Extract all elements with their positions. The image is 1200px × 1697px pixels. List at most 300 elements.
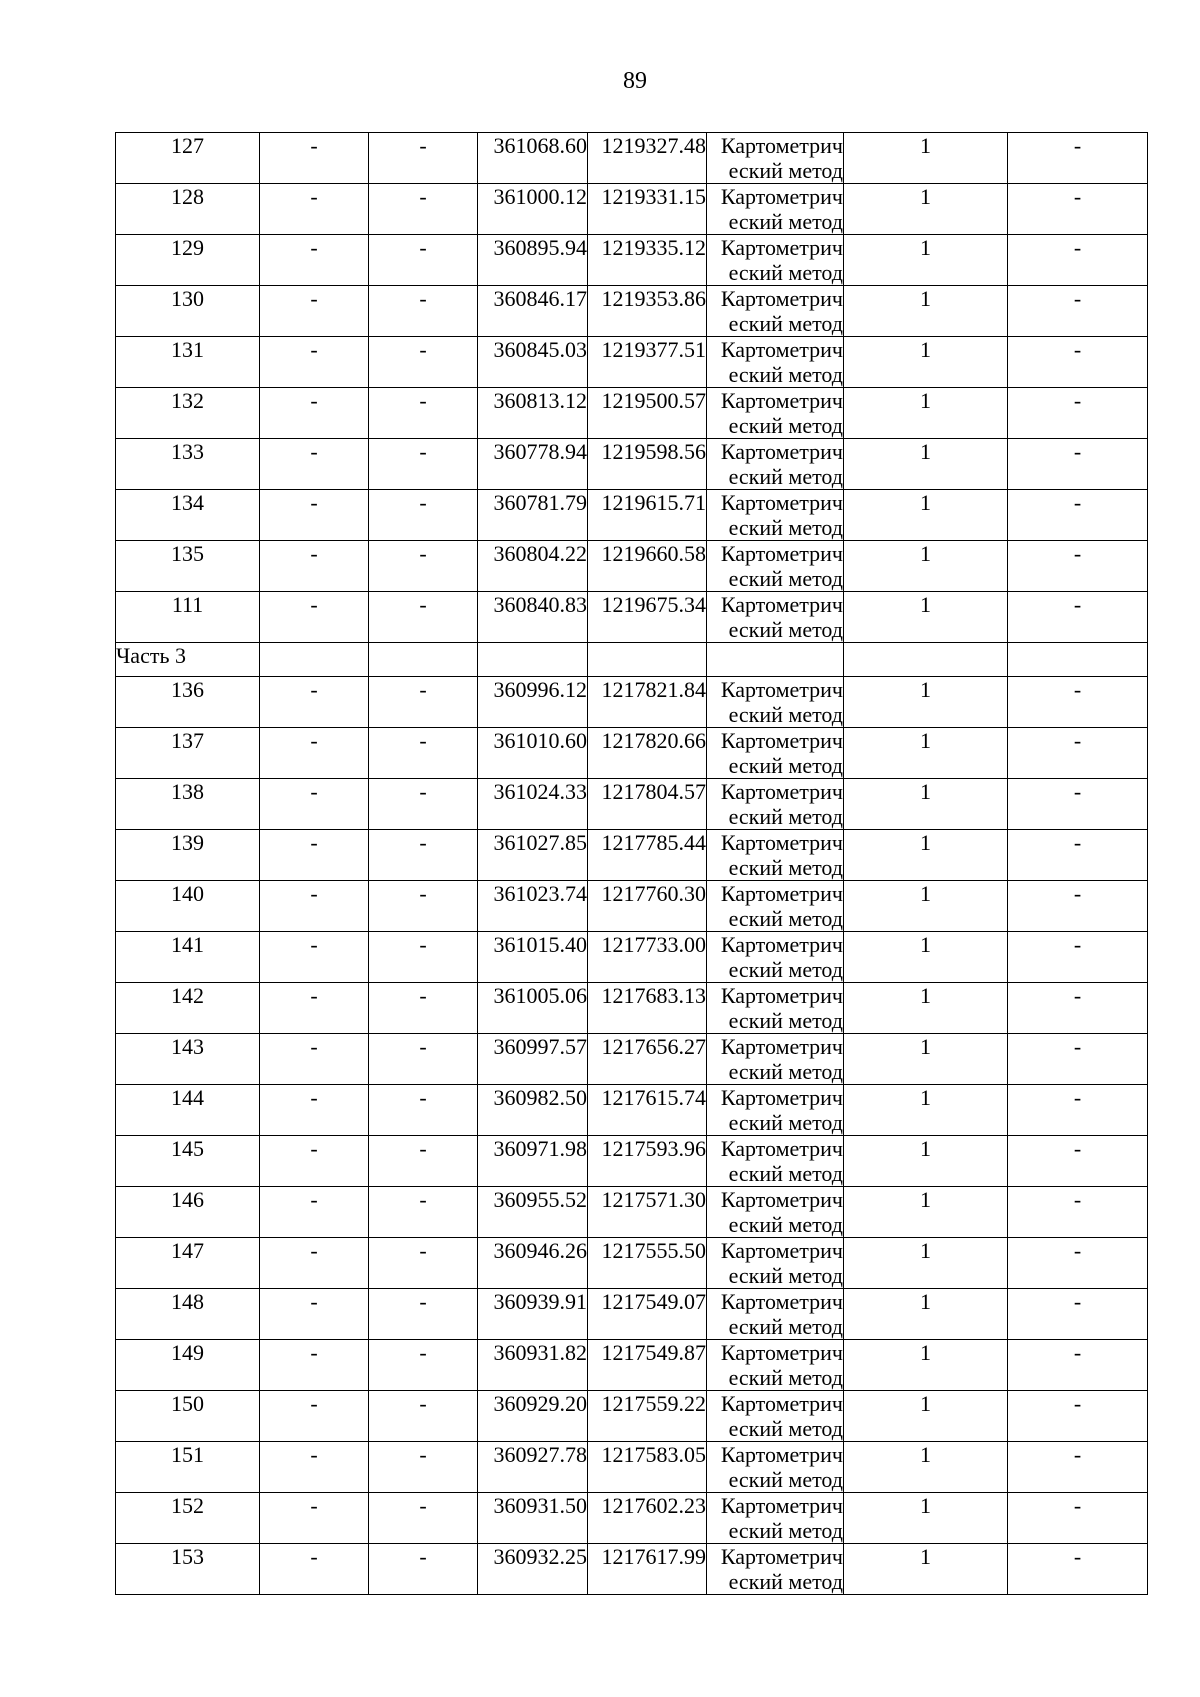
cell-dash-last: - <box>1008 1340 1148 1391</box>
cell-dash-2: - <box>369 830 478 881</box>
cell-dash-1: - <box>260 1442 369 1493</box>
cell-dash-1: - <box>260 1340 369 1391</box>
cell-empty <box>844 643 1008 677</box>
accuracy: 1 <box>844 1187 1008 1238</box>
cell-dash-2: - <box>369 1289 478 1340</box>
cell-dash-1: - <box>260 235 369 286</box>
coordinate-y: 1217683.13 <box>588 983 707 1034</box>
table-row <box>116 184 1148 235</box>
accuracy: 1 <box>844 1391 1008 1442</box>
method <box>707 490 844 541</box>
method <box>707 388 844 439</box>
coordinate-y: 1217571.30 <box>588 1187 707 1238</box>
table-row <box>116 983 1148 1034</box>
cell-dash-last: - <box>1008 1085 1148 1136</box>
cell-dash-1: - <box>260 1034 369 1085</box>
coordinate-x: 360845.03 <box>478 337 588 388</box>
table-row <box>116 932 1148 983</box>
method-line-2: еский метод <box>728 464 843 489</box>
method-line-1: Картометрич <box>720 184 843 209</box>
point-number: 135 <box>116 541 260 592</box>
coordinates-table <box>115 132 1148 1595</box>
cell-dash-2: - <box>369 235 478 286</box>
method <box>707 1493 844 1544</box>
method-line-2: еский метод <box>728 1161 843 1186</box>
method <box>707 592 844 643</box>
coordinates-table-body <box>116 133 1148 1595</box>
method-line-1: Картометрич <box>720 133 843 158</box>
cell-dash-1: - <box>260 779 369 830</box>
coordinate-y: 1217555.50 <box>588 1238 707 1289</box>
method <box>707 728 844 779</box>
coordinate-y: 1219327.48 <box>588 133 707 184</box>
coordinate-y: 1217617.99 <box>588 1544 707 1595</box>
coordinate-y: 1219675.34 <box>588 592 707 643</box>
cell-dash-1: - <box>260 439 369 490</box>
cell-dash-1: - <box>260 184 369 235</box>
accuracy: 1 <box>844 286 1008 337</box>
method-line-2: еский метод <box>728 855 843 880</box>
coordinate-x: 361010.60 <box>478 728 588 779</box>
method-line-1: Картометрич <box>720 881 843 906</box>
table-row <box>116 1085 1148 1136</box>
coordinate-x: 360931.82 <box>478 1340 588 1391</box>
table-row <box>116 1442 1148 1493</box>
method-line-1: Картометрич <box>720 1034 843 1059</box>
accuracy: 1 <box>844 337 1008 388</box>
point-number: 133 <box>116 439 260 490</box>
coordinate-x: 360781.79 <box>478 490 588 541</box>
table-row <box>116 1544 1148 1595</box>
coordinate-y: 1219335.12 <box>588 235 707 286</box>
cell-dash-2: - <box>369 1034 478 1085</box>
accuracy: 1 <box>844 983 1008 1034</box>
method-line-1: Картометрич <box>720 490 843 515</box>
cell-dash-last: - <box>1008 1289 1148 1340</box>
method-line-2: еский метод <box>728 1467 843 1492</box>
coordinate-x: 360895.94 <box>478 235 588 286</box>
method-line-1: Картометрич <box>720 1493 843 1518</box>
method-line-2: еский метод <box>728 1314 843 1339</box>
cell-dash-2: - <box>369 286 478 337</box>
cell-dash-2: - <box>369 388 478 439</box>
method-line-1: Картометрич <box>720 1340 843 1365</box>
cell-dash-2: - <box>369 490 478 541</box>
cell-dash-2: - <box>369 1085 478 1136</box>
table-row <box>116 830 1148 881</box>
method-line-2: еский метод <box>728 617 843 642</box>
coordinate-y: 1217733.00 <box>588 932 707 983</box>
method-line-2: еский метод <box>728 906 843 931</box>
method-line-1: Картометрич <box>720 1238 843 1263</box>
accuracy: 1 <box>844 184 1008 235</box>
cell-empty <box>707 643 844 677</box>
coordinate-x: 360955.52 <box>478 1187 588 1238</box>
cell-dash-last: - <box>1008 1187 1148 1238</box>
coordinate-y: 1219331.15 <box>588 184 707 235</box>
table-row <box>116 337 1148 388</box>
method-line-2: еский метод <box>728 1569 843 1594</box>
coordinate-y: 1219353.86 <box>588 286 707 337</box>
method <box>707 1442 844 1493</box>
cell-dash-last: - <box>1008 1238 1148 1289</box>
coordinate-x: 360996.12 <box>478 677 588 728</box>
point-number: 129 <box>116 235 260 286</box>
cell-dash-2: - <box>369 728 478 779</box>
cell-dash-last: - <box>1008 1136 1148 1187</box>
cell-dash-1: - <box>260 1187 369 1238</box>
method-line-1: Картометрич <box>720 439 843 464</box>
accuracy: 1 <box>844 932 1008 983</box>
table-row <box>116 1391 1148 1442</box>
coordinate-y: 1217760.30 <box>588 881 707 932</box>
coordinate-y: 1217602.23 <box>588 1493 707 1544</box>
method-line-2: еский метод <box>728 362 843 387</box>
method-line-1: Картометрич <box>720 1544 843 1569</box>
accuracy: 1 <box>844 1544 1008 1595</box>
accuracy: 1 <box>844 388 1008 439</box>
table-row <box>116 133 1148 184</box>
table-row <box>116 1289 1148 1340</box>
cell-dash-2: - <box>369 1238 478 1289</box>
method-line-1: Картометрич <box>720 1136 843 1161</box>
cell-empty <box>588 643 707 677</box>
table-row <box>116 388 1148 439</box>
cell-dash-1: - <box>260 983 369 1034</box>
point-number: 142 <box>116 983 260 1034</box>
method-line-2: еский метод <box>728 1416 843 1441</box>
coordinate-x: 360813.12 <box>478 388 588 439</box>
table-row <box>116 1136 1148 1187</box>
cell-dash-1: - <box>260 286 369 337</box>
cell-dash-2: - <box>369 1544 478 1595</box>
method-line-2: еский метод <box>728 311 843 336</box>
coordinate-y: 1219615.71 <box>588 490 707 541</box>
cell-dash-1: - <box>260 490 369 541</box>
cell-dash-last: - <box>1008 932 1148 983</box>
cell-dash-last: - <box>1008 1391 1148 1442</box>
cell-dash-last: - <box>1008 677 1148 728</box>
coordinate-x: 360846.17 <box>478 286 588 337</box>
method-line-1: Картометрич <box>720 1391 843 1416</box>
coordinate-x: 361027.85 <box>478 830 588 881</box>
method-line-1: Картометрич <box>720 677 843 702</box>
method <box>707 439 844 490</box>
cell-dash-last: - <box>1008 592 1148 643</box>
method-line-1: Картометрич <box>720 337 843 362</box>
method-line-1: Картометрич <box>720 1085 843 1110</box>
cell-empty <box>369 643 478 677</box>
cell-dash-1: - <box>260 337 369 388</box>
method-line-1: Картометрич <box>720 830 843 855</box>
method <box>707 677 844 728</box>
cell-dash-2: - <box>369 541 478 592</box>
method <box>707 133 844 184</box>
accuracy: 1 <box>844 541 1008 592</box>
cell-empty <box>1008 643 1148 677</box>
method-line-2: еский метод <box>728 566 843 591</box>
cell-dash-last: - <box>1008 184 1148 235</box>
accuracy: 1 <box>844 1340 1008 1391</box>
accuracy: 1 <box>844 1442 1008 1493</box>
cell-dash-1: - <box>260 1544 369 1595</box>
cell-dash-1: - <box>260 1493 369 1544</box>
cell-dash-last: - <box>1008 830 1148 881</box>
method-line-2: еский метод <box>728 1365 843 1390</box>
method-line-2: еский метод <box>728 957 843 982</box>
point-number: 151 <box>116 1442 260 1493</box>
accuracy: 1 <box>844 1034 1008 1085</box>
coordinate-x: 361068.60 <box>478 133 588 184</box>
cell-dash-1: - <box>260 592 369 643</box>
coordinate-x: 360982.50 <box>478 1085 588 1136</box>
cell-dash-1: - <box>260 541 369 592</box>
coordinate-x: 360804.22 <box>478 541 588 592</box>
cell-dash-1: - <box>260 830 369 881</box>
cell-dash-2: - <box>369 133 478 184</box>
point-number: 143 <box>116 1034 260 1085</box>
coordinate-x: 360946.26 <box>478 1238 588 1289</box>
method <box>707 1085 844 1136</box>
cell-dash-1: - <box>260 932 369 983</box>
method-line-1: Картометрич <box>720 388 843 413</box>
coordinate-y: 1219660.58 <box>588 541 707 592</box>
method <box>707 881 844 932</box>
method <box>707 1238 844 1289</box>
method-line-1: Картометрич <box>720 1442 843 1467</box>
cell-dash-2: - <box>369 881 478 932</box>
cell-dash-last: - <box>1008 337 1148 388</box>
point-number: 128 <box>116 184 260 235</box>
coordinate-x: 360932.25 <box>478 1544 588 1595</box>
part-label: Часть 3 <box>116 643 260 677</box>
method <box>707 286 844 337</box>
cell-dash-1: - <box>260 728 369 779</box>
table-row <box>116 677 1148 728</box>
table-row <box>116 439 1148 490</box>
coordinate-x: 360927.78 <box>478 1442 588 1493</box>
accuracy: 1 <box>844 490 1008 541</box>
accuracy: 1 <box>844 235 1008 286</box>
accuracy: 1 <box>844 779 1008 830</box>
point-number: 146 <box>116 1187 260 1238</box>
cell-dash-2: - <box>369 1391 478 1442</box>
page-number: 89 <box>623 68 647 94</box>
method <box>707 184 844 235</box>
table-row <box>116 779 1148 830</box>
cell-dash-1: - <box>260 677 369 728</box>
cell-dash-last: - <box>1008 1544 1148 1595</box>
table-row <box>116 490 1148 541</box>
cell-dash-2: - <box>369 983 478 1034</box>
point-number: 130 <box>116 286 260 337</box>
coordinate-x: 361000.12 <box>478 184 588 235</box>
point-number: 127 <box>116 133 260 184</box>
point-number: 147 <box>116 1238 260 1289</box>
cell-dash-last: - <box>1008 881 1148 932</box>
method <box>707 541 844 592</box>
cell-dash-last: - <box>1008 1493 1148 1544</box>
cell-dash-1: - <box>260 388 369 439</box>
coordinate-x: 360939.91 <box>478 1289 588 1340</box>
coordinate-y: 1217549.07 <box>588 1289 707 1340</box>
part-header-row <box>116 643 1148 677</box>
table-row <box>116 881 1148 932</box>
cell-dash-2: - <box>369 677 478 728</box>
method <box>707 932 844 983</box>
coordinate-y: 1217615.74 <box>588 1085 707 1136</box>
table-row <box>116 1034 1148 1085</box>
cell-dash-2: - <box>369 337 478 388</box>
cell-dash-last: - <box>1008 133 1148 184</box>
point-number: 136 <box>116 677 260 728</box>
table-row <box>116 1340 1148 1391</box>
method <box>707 779 844 830</box>
method-line-2: еский метод <box>728 1263 843 1288</box>
point-number: 144 <box>116 1085 260 1136</box>
table-row <box>116 1238 1148 1289</box>
point-number: 140 <box>116 881 260 932</box>
cell-dash-2: - <box>369 1340 478 1391</box>
cell-dash-2: - <box>369 1187 478 1238</box>
coordinate-y: 1217583.05 <box>588 1442 707 1493</box>
point-number: 148 <box>116 1289 260 1340</box>
coordinate-y: 1219500.57 <box>588 388 707 439</box>
method-line-2: еский метод <box>728 1212 843 1237</box>
method-line-2: еский метод <box>728 209 843 234</box>
method <box>707 1136 844 1187</box>
method-line-2: еский метод <box>728 753 843 778</box>
method-line-1: Картометрич <box>720 286 843 311</box>
cell-dash-last: - <box>1008 439 1148 490</box>
point-number: 145 <box>116 1136 260 1187</box>
table-row <box>116 235 1148 286</box>
cell-dash-1: - <box>260 1391 369 1442</box>
point-number: 132 <box>116 388 260 439</box>
cell-dash-2: - <box>369 1493 478 1544</box>
table-row <box>116 728 1148 779</box>
coordinate-x: 361023.74 <box>478 881 588 932</box>
table-row <box>116 541 1148 592</box>
coordinate-y: 1217656.27 <box>588 1034 707 1085</box>
method-line-2: еский метод <box>728 515 843 540</box>
point-number: 152 <box>116 1493 260 1544</box>
cell-dash-2: - <box>369 592 478 643</box>
coordinate-x: 360997.57 <box>478 1034 588 1085</box>
method-line-1: Картометрич <box>720 779 843 804</box>
method <box>707 983 844 1034</box>
method <box>707 1187 844 1238</box>
point-number: 149 <box>116 1340 260 1391</box>
coordinate-y: 1217821.84 <box>588 677 707 728</box>
accuracy: 1 <box>844 1238 1008 1289</box>
point-number: 150 <box>116 1391 260 1442</box>
method-line-1: Картометрич <box>720 1289 843 1314</box>
method-line-2: еский метод <box>728 1059 843 1084</box>
cell-empty <box>260 643 369 677</box>
cell-dash-last: - <box>1008 1442 1148 1493</box>
table-row <box>116 592 1148 643</box>
method <box>707 1034 844 1085</box>
method <box>707 1544 844 1595</box>
accuracy: 1 <box>844 728 1008 779</box>
cell-dash-last: - <box>1008 286 1148 337</box>
method-line-2: еский метод <box>728 158 843 183</box>
point-number: 134 <box>116 490 260 541</box>
table-row <box>116 1493 1148 1544</box>
point-number: 138 <box>116 779 260 830</box>
method-line-1: Картометрич <box>720 983 843 1008</box>
table-row <box>116 1187 1148 1238</box>
cell-dash-last: - <box>1008 235 1148 286</box>
cell-dash-last: - <box>1008 983 1148 1034</box>
cell-dash-2: - <box>369 1136 478 1187</box>
method-line-2: еский метод <box>728 260 843 285</box>
cell-dash-2: - <box>369 779 478 830</box>
method-line-1: Картометрич <box>720 728 843 753</box>
accuracy: 1 <box>844 830 1008 881</box>
cell-dash-1: - <box>260 1289 369 1340</box>
method-line-2: еский метод <box>728 1008 843 1033</box>
cell-dash-last: - <box>1008 728 1148 779</box>
coordinate-x: 360840.83 <box>478 592 588 643</box>
cell-dash-last: - <box>1008 1034 1148 1085</box>
accuracy: 1 <box>844 439 1008 490</box>
method <box>707 830 844 881</box>
coordinate-y: 1217559.22 <box>588 1391 707 1442</box>
method <box>707 1391 844 1442</box>
coordinate-y: 1217820.66 <box>588 728 707 779</box>
cell-dash-last: - <box>1008 490 1148 541</box>
accuracy: 1 <box>844 1493 1008 1544</box>
point-number: 141 <box>116 932 260 983</box>
method-line-1: Картометрич <box>720 932 843 957</box>
accuracy: 1 <box>844 592 1008 643</box>
point-number: 131 <box>116 337 260 388</box>
coordinate-y: 1219598.56 <box>588 439 707 490</box>
coordinate-x: 360931.50 <box>478 1493 588 1544</box>
method-line-2: еский метод <box>728 1518 843 1543</box>
method-line-2: еский метод <box>728 702 843 727</box>
coordinate-y: 1217785.44 <box>588 830 707 881</box>
coordinate-x: 361024.33 <box>478 779 588 830</box>
point-number: 139 <box>116 830 260 881</box>
point-number: 153 <box>116 1544 260 1595</box>
coordinate-x: 360971.98 <box>478 1136 588 1187</box>
cell-dash-last: - <box>1008 779 1148 830</box>
method <box>707 235 844 286</box>
accuracy: 1 <box>844 881 1008 932</box>
cell-empty <box>478 643 588 677</box>
method-line-1: Картометрич <box>720 1187 843 1212</box>
cell-dash-last: - <box>1008 541 1148 592</box>
coordinate-x: 361005.06 <box>478 983 588 1034</box>
accuracy: 1 <box>844 1136 1008 1187</box>
coordinate-y: 1219377.51 <box>588 337 707 388</box>
cell-dash-last: - <box>1008 388 1148 439</box>
method <box>707 337 844 388</box>
cell-dash-2: - <box>369 439 478 490</box>
cell-dash-1: - <box>260 133 369 184</box>
method-line-1: Картометрич <box>720 235 843 260</box>
cell-dash-1: - <box>260 1136 369 1187</box>
cell-dash-1: - <box>260 1085 369 1136</box>
method-line-1: Картометрич <box>720 541 843 566</box>
accuracy: 1 <box>844 677 1008 728</box>
method <box>707 1289 844 1340</box>
coordinate-y: 1217549.87 <box>588 1340 707 1391</box>
cell-dash-1: - <box>260 881 369 932</box>
